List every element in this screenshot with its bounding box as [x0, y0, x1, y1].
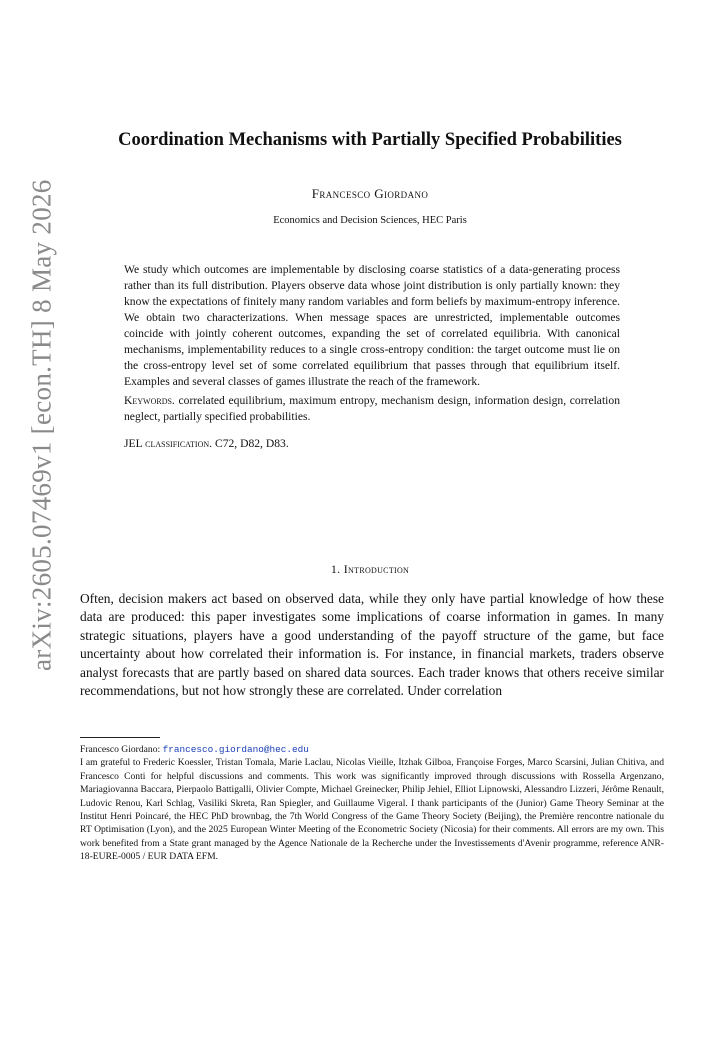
- footnote-divider: [80, 737, 160, 738]
- jel-codes: C72, D82, D83.: [214, 437, 289, 450]
- keywords-list: correlated equilibrium, maximum entropy, mechanism design, information design, correlation neglect, partially specified probabilities.: [124, 394, 620, 423]
- footnote-acknowledgements: I am grateful to Frederic Koessler, Tristan Tomala, Marie Laclau, Nicolas Vieille, Itzhak Gilboa, Françoise Forges, Marco Scarsini, Julian Chitiva, and Francesco Conti for helpful discussions and comments. This work was significantly improved through discussions with Rossella Argenzano, Mariagiovanna Baccara, Pierpaolo Battigalli, Olivier Compte, Michael Greinecker, Philip Jehiel, Elliot Lipnowski, Alessandro Lizzeri, Jérôme Renault, Ludovic Renou, Karl Schlag, Vasiliki Skreta, Ran Spiegler, and Guillaume Vigeral. I thank participants of the (Junior) Game Theory Seminar at the Institut Henri Poincaré, the HEC PhD brownbag, the 7th World Congress of the Game Theory Society (Beijing), the Première rencontre nationale du RT Optimisation (Lyon), and the 2025 European Winter Meeting of the Econometric Society (Nicosia) for their comments. All errors are my own. This work benefited from a State grant managed by the Agence Nationale de la Recherche under the Investissements d'Avenir programme, reference ANR-18-EURE-0005 / EUR DATA EFM.: [80, 757, 664, 863]
- footnote: [80, 743, 664, 864]
- jel-classification: [124, 436, 620, 452]
- jel-label: JEL classification.: [124, 437, 213, 450]
- email-link[interactable]: francesco.giordano@hec.edu: [162, 744, 309, 755]
- author-affiliation: Economics and Decision Sciences, HEC Paris: [273, 215, 467, 226]
- introduction-body: [80, 590, 664, 700]
- abstract: [124, 262, 620, 452]
- keywords-label: Keywords.: [124, 394, 175, 407]
- abstract-text: We study which outcomes are implementable by disclosing coarse statistics of a data-generating process rather than its full distribution. Players observe data whose joint distribution is only partially known: they know the expectations of finitely many random variables and form beliefs by maximum-entropy inference. We obtain two characterizations. When message spaces are unrestricted, implementable outcomes coincide with jointly coherent outcomes, expanding the set of correlated equilibria. With canonical mechanisms, implementability reduces to a single cross-entropy condition: the target outcome must lie on the cross-entropy level set of some correlated equilibrium that passes through that equilibrium itself. Examples and several classes of games illustrate the reach of the framework.: [124, 263, 620, 388]
- paper-title: Coordination Mechanisms with Partially Specified Probabilities: [118, 130, 622, 150]
- section-heading-introduction: 1. Introduction: [330, 562, 410, 576]
- intro-paragraph: Often, decision makers act based on observed data, while they only have partial knowledge of how these data are produced: this paper investigates some implications of coarse information in games. In many strategic situations, players have a good understanding of the payoff structure of the game, but face uncertainty about how correlated their information is. For instance, in financial markets, traders observe analyst forecasts that are partly based on shared data sources. Each trader knows that others receive similar recommendations, but not how strongly these are correlated. Under correlation: [80, 591, 664, 699]
- contact-label: Francesco Giordano:: [80, 744, 161, 755]
- author-name: Francesco Giordano: [311, 186, 429, 201]
- keywords: [124, 393, 620, 425]
- arxiv-identifier-stamp: arXiv:2605.07469v1 [econ.TH] 8 May 2026: [26, 179, 57, 671]
- footnote-contact: [80, 743, 664, 756]
